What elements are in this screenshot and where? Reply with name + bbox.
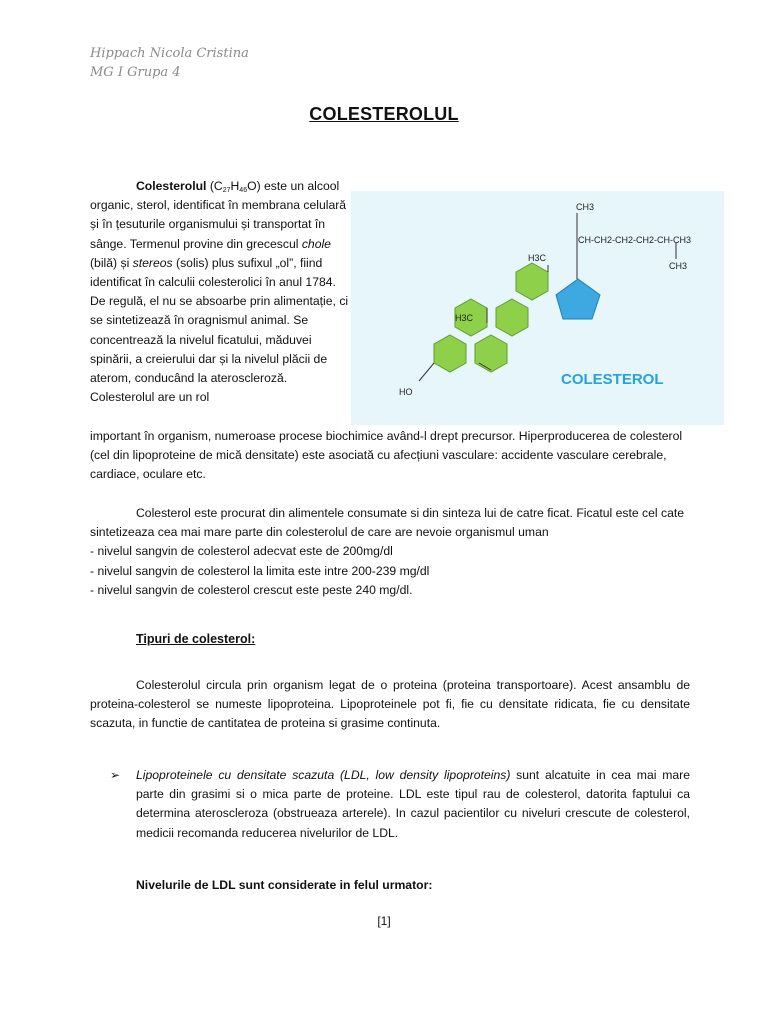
author-group: MG I Grupa 4	[90, 65, 181, 80]
page-number: [1]	[377, 914, 391, 928]
intro-paragraph: Colesterolul $(C_{27}H_{46}O)$ este un alcool organic, sterol, identificat în membrana celulară și în țesuturile organismului și transportat în sânge. Termenul provine din grecescul chole (bilă) și stereos (solis) plus sufixul „ol”, fiind identificat în calculii colesterolici în anul 1784. De regulă, el nu se absoarbe prin alimentație, ci se sintetizează în oragnismul animal. Se concentrează la nivelul ficatului, măduvei spinării, a creierului dar și la nivelul plăcii de aterom, conducând la ateroscleroză. Colesterolul are un rol	[90, 179, 349, 405]
intro-continuation: important în organism, numeroase procese biochimice având-l drept precursor. Hiperproducerea de colesterol (cel din lipoproteine de mică densitate) este asociată cu afecțiuni vasculare: accidente vasculare cerebrale, cardiace, oculare etc.	[90, 429, 683, 482]
intro-lead: Colesterolul	[136, 179, 207, 193]
level-item: - nivelul sangvin de colesterol adecvat este de 200mg/dl	[90, 544, 393, 559]
h3c-upper-label: H3C	[528, 253, 547, 263]
author-header	[90, 44, 249, 82]
ldl-bullet-text: Lipoproteinele cu densitate scazuta (LDL, low density lipoproteins) sunt alcatuite in cea mai mare parte din grasimi si o mica parte de proteine. LDL este tipul rau de colesterol, datorita faptului ca determina ateroscleroza (obstrueaza arterele). In cazul pacientilor cu niveluri crescute de colesterol, medicii recomanda reducerea nivelurilor de LDL.	[136, 768, 690, 840]
cholesterol-structure-diagram	[351, 191, 724, 425]
page-title: COLESTEROLUL	[309, 104, 459, 124]
cholesterol-structure-figure	[351, 191, 724, 425]
ch3-top-label: CH3	[576, 202, 595, 212]
arrow-bullet-icon: ➢	[110, 768, 121, 782]
h3c-lower-label: H3C	[455, 313, 474, 323]
ldl-levels-heading: Nivelurile de LDL sunt considerate in felul urmator:	[136, 878, 433, 892]
author-name: Hippach Nicola Cristina	[90, 46, 249, 61]
sources-text: Colesterol este procurat din alimentele consumate si din sinteza lui de catre ficat. Ficatul este cel cate sintetizeaza cea mai mare parte din colesterolul de care are nevoie organismul uman	[90, 506, 685, 540]
lipoprotein-paragraph: Colesterolul circula prin organism legat de o proteina (proteina transportoare). Acest ansamblu de proteina-colesterol se numeste lipoproteina. Lipoproteinele pot fi, fie cu densitate ridicata, fie cu densitate scazuta, in functie de cantitatea de proteina si grasime continuta.	[90, 678, 690, 731]
ch3-bottom-label: CH3	[669, 261, 688, 271]
colesterol-name-label: COLESTEROL	[561, 371, 664, 388]
ho-label: HO	[399, 387, 413, 397]
side-chain-label: CH-CH2-CH2-CH2-CH-CH3	[578, 235, 692, 245]
types-heading: Tipuri de colesterol:	[136, 632, 256, 646]
level-item: - nivelul sangvin de colesterol la limita este intre 200-239 mg/dl	[90, 563, 430, 578]
sources-paragraph	[90, 504, 690, 600]
level-item: - nivelul sangvin de colesterol crescut este peste 240 mg/dl.	[90, 582, 413, 597]
